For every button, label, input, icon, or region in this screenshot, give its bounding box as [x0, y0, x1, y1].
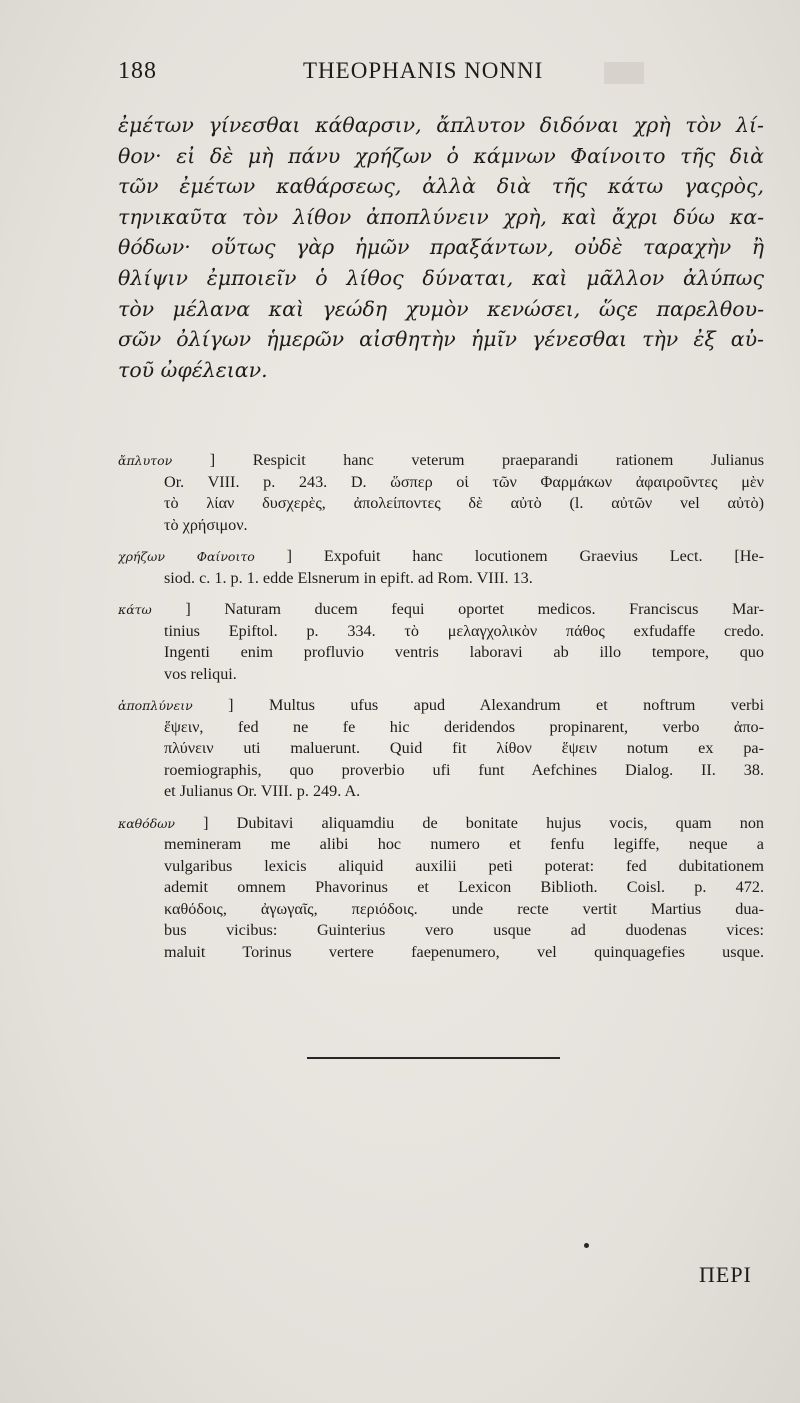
- note-lemma: ἀποπλύνειν: [118, 698, 193, 713]
- note-text: Multus ufus apud Alexandrum et noftrum verbi: [269, 696, 764, 714]
- text-line: θόδων· οὕτως γὰρ ἡμῶν πραξάντων, οὐδὲ ταραχὴν ἢ: [118, 235, 764, 260]
- note-line: roemiographis, quo proverbio ufi funt Aefchines Dialog. II. 38.: [164, 760, 764, 779]
- text-line: σῶν ὀλίγων ἡμερῶν αἰσθητὴν ἡμῖν γένεσθαι τὴν ἐξ αὐ-: [118, 327, 764, 352]
- footnote: [118, 450, 764, 536]
- text-line: τὸν μέλανα καὶ γεώδη χυμὸν κενώσει, ὥςε παρελθου-: [118, 296, 764, 321]
- note-line: bus vicibus: Guinterius vero usque ad duodenas vices:: [164, 921, 764, 939]
- footnote: [118, 599, 764, 685]
- footnote: [118, 546, 764, 589]
- footnotes: [118, 450, 764, 973]
- page-number: 188: [118, 58, 157, 84]
- note-lemma: καθόδων: [118, 815, 176, 831]
- page-header: [118, 50, 760, 90]
- note-line: tinius Epiftol. p. 334. τὸ μελαγχολικὸν πάθος exfudaffe credo.: [164, 621, 764, 640]
- text-line: τηνικαῦτα τὸν λίθον ἀποπλύνειν χρὴ, καὶ ἄχρι δύω κα-: [118, 204, 764, 229]
- text-line: τοῦ ὠφέλειαν.: [118, 357, 268, 382]
- footnote: [118, 813, 764, 964]
- text-line: ἐμέτων γίνεσθαι κάθαρσιν, ἄπλυτον διδόναι χρὴ τὸν λί-: [118, 113, 764, 137]
- note-text: Expofuit hanc locutionem Graevius Lect. [He-: [323, 547, 764, 565]
- note-line: Or. VIII. p. 243. D. ὥσπερ οἱ τῶν Φαρμάκων ἀφαιροῦντες μὲν: [164, 472, 764, 491]
- note-lemma: κάτω: [118, 602, 152, 617]
- note-line: siod. c. 1. p. 1. edde Elsnerum in epift. ad Rom. VIII. 13.: [164, 568, 533, 587]
- text-line: θον· εἰ δὲ μὴ πάνυ χρήζων ὁ κάμνων Φαίνοιτο τῆς διὰ: [118, 143, 764, 168]
- note-text: Naturam ducem fequi oportet medicos. Franciscus Mar-: [224, 600, 764, 618]
- footnote: [118, 695, 764, 803]
- note-line: χρήζων Φαίνοιτο ] Expofuit hanc locutionem Graevius Lect. [He-: [118, 547, 764, 565]
- note-line: vos reliqui.: [164, 664, 237, 683]
- text-line: τῶν ἐμέτων καθάρσεως, ἀλλὰ διὰ τῆς κάτω γαςρὸς,: [118, 174, 764, 199]
- note-line: ἕψειν, fed ne fe hic deridendos propinarent, verbo ἀπο-: [164, 717, 764, 736]
- catchword: ΠΕΡΙ: [699, 1262, 752, 1287]
- note-line: ἄπλυτον ] Respicit hanc veterum praeparandi rationem Julianus: [118, 451, 764, 469]
- ink-dot: [584, 1243, 589, 1248]
- note-text: Dubitavi aliquamdiu de bonitate hujus vocis, quam non: [236, 813, 764, 832]
- note-line: καθόδων ] Dubitavi aliquamdiu de bonitate hujus vocis, quam non: [118, 813, 764, 832]
- main-greek-text: [118, 110, 764, 385]
- note-line: vulgaribus lexicis aliquid auxilii peti poterat: fed dubitationem: [164, 856, 764, 875]
- note-lemma: ἄπλυτον: [118, 453, 173, 468]
- text-line: θλίψιν ἐμποιεῖν ὁ λίθος δύναται, καὶ μᾶλλον ἀλύπως: [118, 265, 764, 290]
- note-line: κάτω ] Naturam ducem fequi oportet medicos. Franciscus Mar-: [118, 600, 764, 618]
- note-line: ἀποπλύνειν ] Multus ufus apud Alexandrum et noftrum verbi: [118, 696, 764, 714]
- note-line: maluit Torinus vertere faepenumero, vel quinquagefies usque.: [164, 942, 764, 961]
- note-line: τὸ λίαν δυσχερὲς, ἀπολείποντες δὲ αὐτὸ (l. αὐτῶν vel αὐτὸ): [164, 494, 764, 512]
- note-lemma: χρήζων Φαίνοιτο: [118, 549, 255, 564]
- note-line: Ingenti enim profluvio ventris laboravi ab illo tempore, quo: [164, 643, 764, 661]
- note-text: Respicit hanc veterum praeparandi rationem Julianus: [252, 451, 764, 469]
- running-head: THEOPHANIS NONNI: [303, 58, 544, 83]
- note-line: memineram me alibi hoc numero et fenfu legiffe, neque a: [164, 835, 764, 853]
- section-rule: [307, 1057, 560, 1059]
- note-line: et Julianus Or. VIII. p. 249. A.: [164, 782, 361, 800]
- note-line: πλύνειν uti maluerunt. Quid fit λίθον ἕψειν notum ex pa-: [164, 739, 764, 757]
- note-line: ademit omnem Phavorinus et Lexicon Biblioth. Coisl. p. 472.: [164, 878, 764, 896]
- note-line: καθόδοις, ἀγωγαῖς, περιόδοις. unde recte vertit Martius dua-: [164, 899, 764, 918]
- note-line: τὸ χρήσιμον.: [164, 515, 248, 534]
